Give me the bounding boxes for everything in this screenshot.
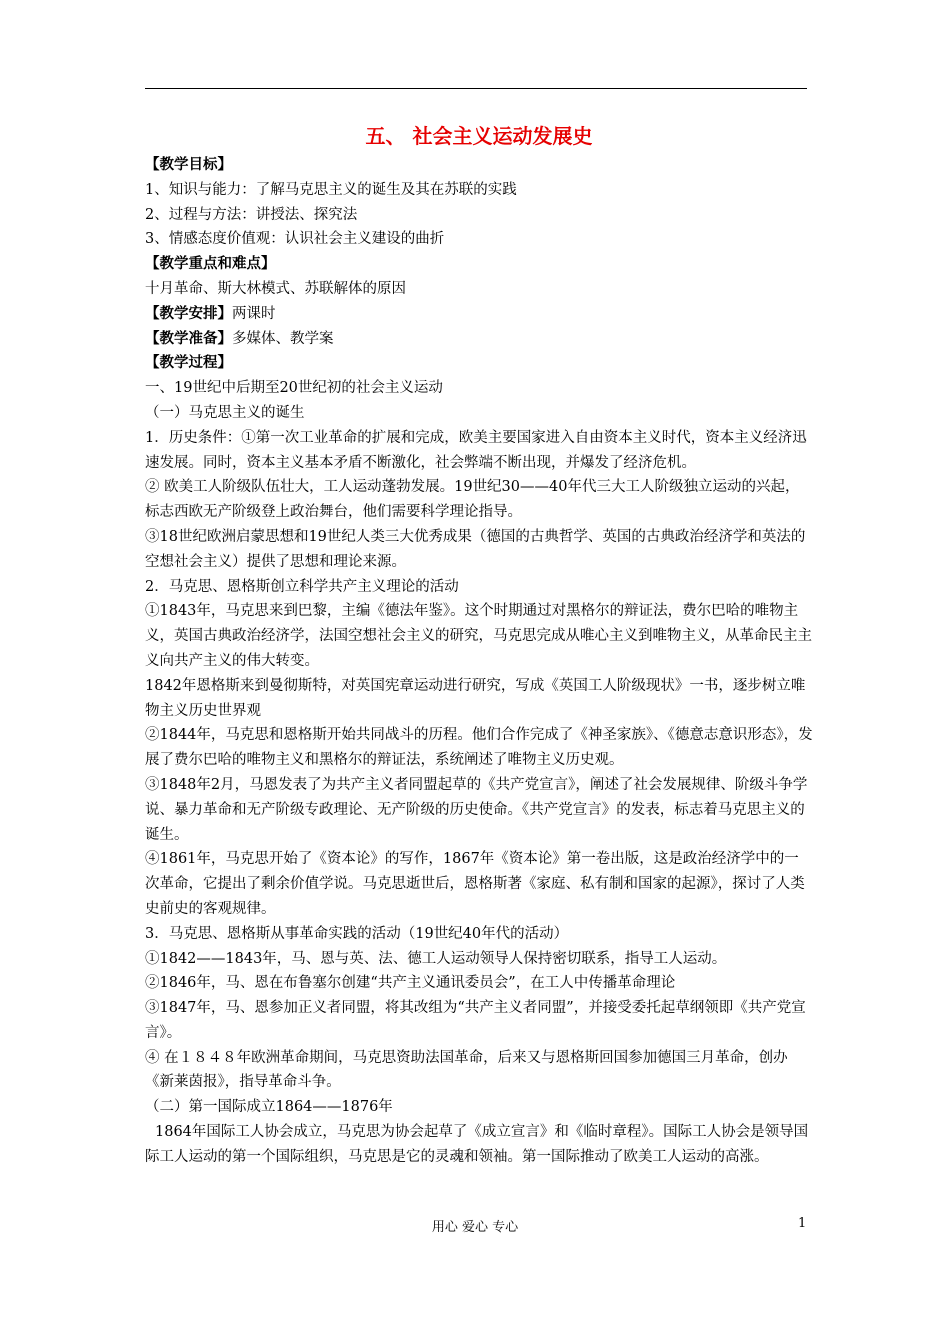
paragraph [145, 773, 813, 847]
paragraph-text: 两课时 [232, 305, 276, 322]
paragraph-text: （二）第一国际成立1864——1876年 [145, 1099, 393, 1116]
page-title: 五、 社会主义运动发展史 [365, 124, 593, 148]
paragraph-list [145, 153, 813, 1170]
paragraph-text: 2．马克思、恩格斯创立科学共产主义理论的活动 [145, 578, 459, 595]
paragraph [145, 575, 813, 600]
paragraph-text: 3、情感态度价值观：认识社会主义建设的曲折 [145, 231, 445, 248]
paragraph [145, 599, 813, 673]
paragraph-text: 一、19世纪中后期至20世纪初的社会主义运动 [145, 380, 443, 397]
section-heading: 【教学重点和难点】 [145, 256, 276, 273]
paragraph [145, 922, 813, 947]
paragraph [145, 153, 813, 178]
paragraph-text: ②1846年，马、恩在布鲁塞尔创建“共产主义通讯委员会”，在工人中传播革命理论 [145, 975, 676, 992]
paragraph-text: 2、过程与方法：讲授法、探究法 [145, 206, 358, 223]
paragraph-text: ①1842——1843年，马、恩与英、法、德工人运动领导人保持密切联系，指导工人运动。 [145, 950, 727, 967]
paragraph-text: 1．历史条件：①第一次工业革命的扩展和完成，欧美主要国家进入自由资本主义时代，资本主义经济迅速发展。同时，资本主义基本矛盾不断激化，社会弊端不断出现，并爆发了经济危机。 [145, 429, 807, 471]
section-heading: 【教学准备】 [145, 330, 232, 347]
paragraph-text: ④ 在１８４８年欧洲革命期间，马克思资助法国革命，后来又与恩格斯回国参加德国三月革命，创办《新莱茵报》，指导革命斗争。 [145, 1049, 788, 1091]
paragraph [145, 277, 813, 302]
paragraph [145, 376, 813, 401]
paragraph-text: 十月革命、斯大林模式、苏联解体的原因 [145, 280, 406, 297]
paragraph [145, 327, 813, 352]
paragraph-text: ③1847年，马、恩参加正义者同盟，将其改组为“共产主义者同盟”，并接受委托起草纲领即《共产党宣言》。 [145, 1000, 806, 1041]
paragraph [145, 1120, 813, 1170]
paragraph-text: （一）马克思主义的诞生 [145, 404, 305, 421]
paragraph [145, 723, 813, 773]
page-number: 1 [798, 1216, 807, 1231]
paragraph [145, 401, 813, 426]
paragraph [145, 178, 813, 203]
paragraph [145, 947, 813, 972]
paragraph [145, 475, 813, 525]
paragraph-text: ② 欧美工人阶级队伍壮大，工人运动蓬勃发展。19世纪30——40年代三大工人阶级独立运动的兴起，标志西欧无产阶级登上政治舞台，他们需要科学理论指导。 [145, 479, 800, 521]
paragraph-text: 1、知识与能力：了解马克思主义的诞生及其在苏联的实践 [145, 181, 517, 198]
paragraph [145, 847, 813, 921]
paragraph-text: 3．马克思、恩格斯从事革命实践的活动（19世纪40年代的活动） [145, 925, 569, 942]
paragraph [145, 227, 813, 252]
paragraph [145, 971, 813, 996]
header-rule [145, 88, 807, 89]
paragraph-text: ①1843年，马克思来到巴黎，主编《德法年鉴》。这个时期通过对黑格尔的辩证法，费尔巴哈的唯物主义，英国古典政治经济学，法国空想社会主义的研究，马克思完成从唯心主义到唯物主义，从革命民主主义向共产主义的伟大转变。 [145, 603, 812, 669]
paragraph-text: ②1844年，马克思和恩格斯开始共同战斗的历程。他们合作完成了《神圣家族》、《德意志意识形态》，发展了费尔巴哈的唯物主义和黑格尔的辩证法，系统阐述了唯物主义历史观。 [145, 727, 813, 769]
paragraph-text: 多媒体、教学案 [232, 330, 334, 347]
paragraph [145, 525, 813, 575]
paragraph-text: 1842年恩格斯来到曼彻斯特，对英国宪章运动进行研究，写成《英国工人阶级现状》一书，逐步树立唯物主义历史世界观 [145, 677, 806, 719]
paragraph [145, 252, 813, 277]
paragraph [145, 426, 813, 476]
paragraph [145, 203, 813, 228]
paragraph [145, 1046, 813, 1096]
paragraph [145, 996, 813, 1046]
document-body [145, 120, 813, 1170]
section-heading: 【教学过程】 [145, 355, 232, 372]
section-heading: 【教学目标】 [145, 157, 232, 173]
section-heading: 【教学安排】 [145, 305, 232, 322]
paragraph-text: 1864年国际工人协会成立，马克思为协会起草了《成立宣言》和《临时章程》。国际工人协会是领导国际工人运动的第一个国际组织，马克思是它的灵魂和领袖。第一国际推动了欧美工人运动的高涨。 [145, 1124, 809, 1165]
paragraph-text: ③1848年2月，马恩发表了为共产主义者同盟起草的《共产党宣言》，阐述了社会发展规律、阶级斗争学说、暴力革命和无产阶级专政理论、无产阶级的历史使命。《共产党宣言》的发表，标志着马克思主义的诞生。 [145, 776, 808, 843]
paragraph [145, 674, 813, 724]
paragraph-text: ③18世纪欧洲启蒙思想和19世纪人类三大优秀成果（德国的古典哲学、英国的古典政治经济学和英法的空想社会主义）提供了思想和理论来源。 [145, 528, 806, 570]
paragraph-text: ④1861年，马克思开始了《资本论》的写作，1867年《资本论》第一卷出版，这是政治经济学中的一次革命，它提出了剩余价值学说。马克思逝世后，恩格斯著《家庭、私有制和国家的起源》，探讨了人类史前史的客观规律。 [145, 851, 805, 917]
paragraph [145, 1095, 813, 1120]
footer-text: 用心 爱心 专心 [431, 1220, 519, 1235]
paragraph [145, 351, 813, 376]
paragraph [145, 302, 813, 327]
